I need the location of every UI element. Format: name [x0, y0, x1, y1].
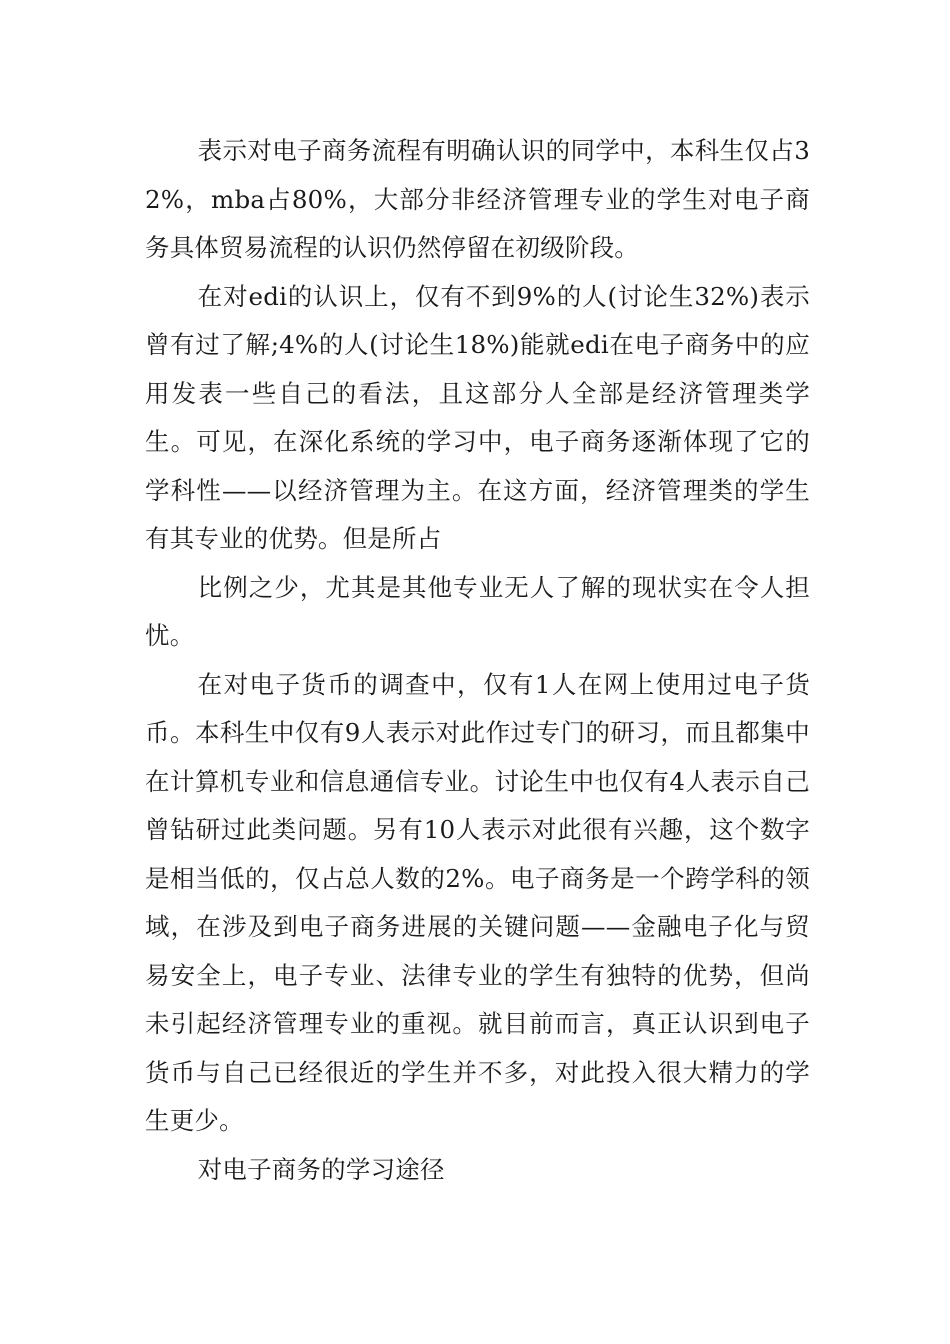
paragraph-4: 在对电子货币的调查中，仅有1人在网上使用过电子货币。本科生中仅有9人表示对此作过专门的研习，而且都集中在计算机专业和信息通信专业。讨论生中也仅有4人表示自己曾钻研过此类问题。另有10人表示对此很有兴趣，这个数字是相当低的，仅占总人数的2%。电子商务是一个跨学科的领域，在涉及到电子商务进展的关键问题——金融电子化与贸易安全上，电子专业、法律专业的学生有独特的优势，但尚未引起经济管理专业的重视。就目前而言，真正认识到电子货币与自己已经很近的学生并不多，对此投入很大精力的学生更少。: [145, 669, 810, 1135]
document-body: [145, 127, 810, 1194]
paragraph-3: 比例之少，尤其是其他专业无人了解的现状实在令人担忧。: [145, 572, 810, 650]
paragraph-1: 表示对电子商务流程有明确认识的同学中，本科生仅占32%，mba占80%，大部分非经济管理专业的学生对电子商务具体贸易流程的认识仍然停留在初级阶段。: [145, 136, 810, 262]
paragraph-5: 对电子商务的学习途径: [197, 1154, 445, 1184]
paragraph-2: 在对edi的认识上，仅有不到9%的人(讨论生32%)表示曾有过了解;4%的人(讨论生18%)能就edi在电子商务中的应用发表一些自己的看法，且这部分人全部是经济管理类学生。可见，在深化系统的学习中，电子商务逐渐体现了它的学科性——以经济管理为主。在这方面，经济管理类的学生有其专业的优势。但是所占: [145, 281, 810, 553]
